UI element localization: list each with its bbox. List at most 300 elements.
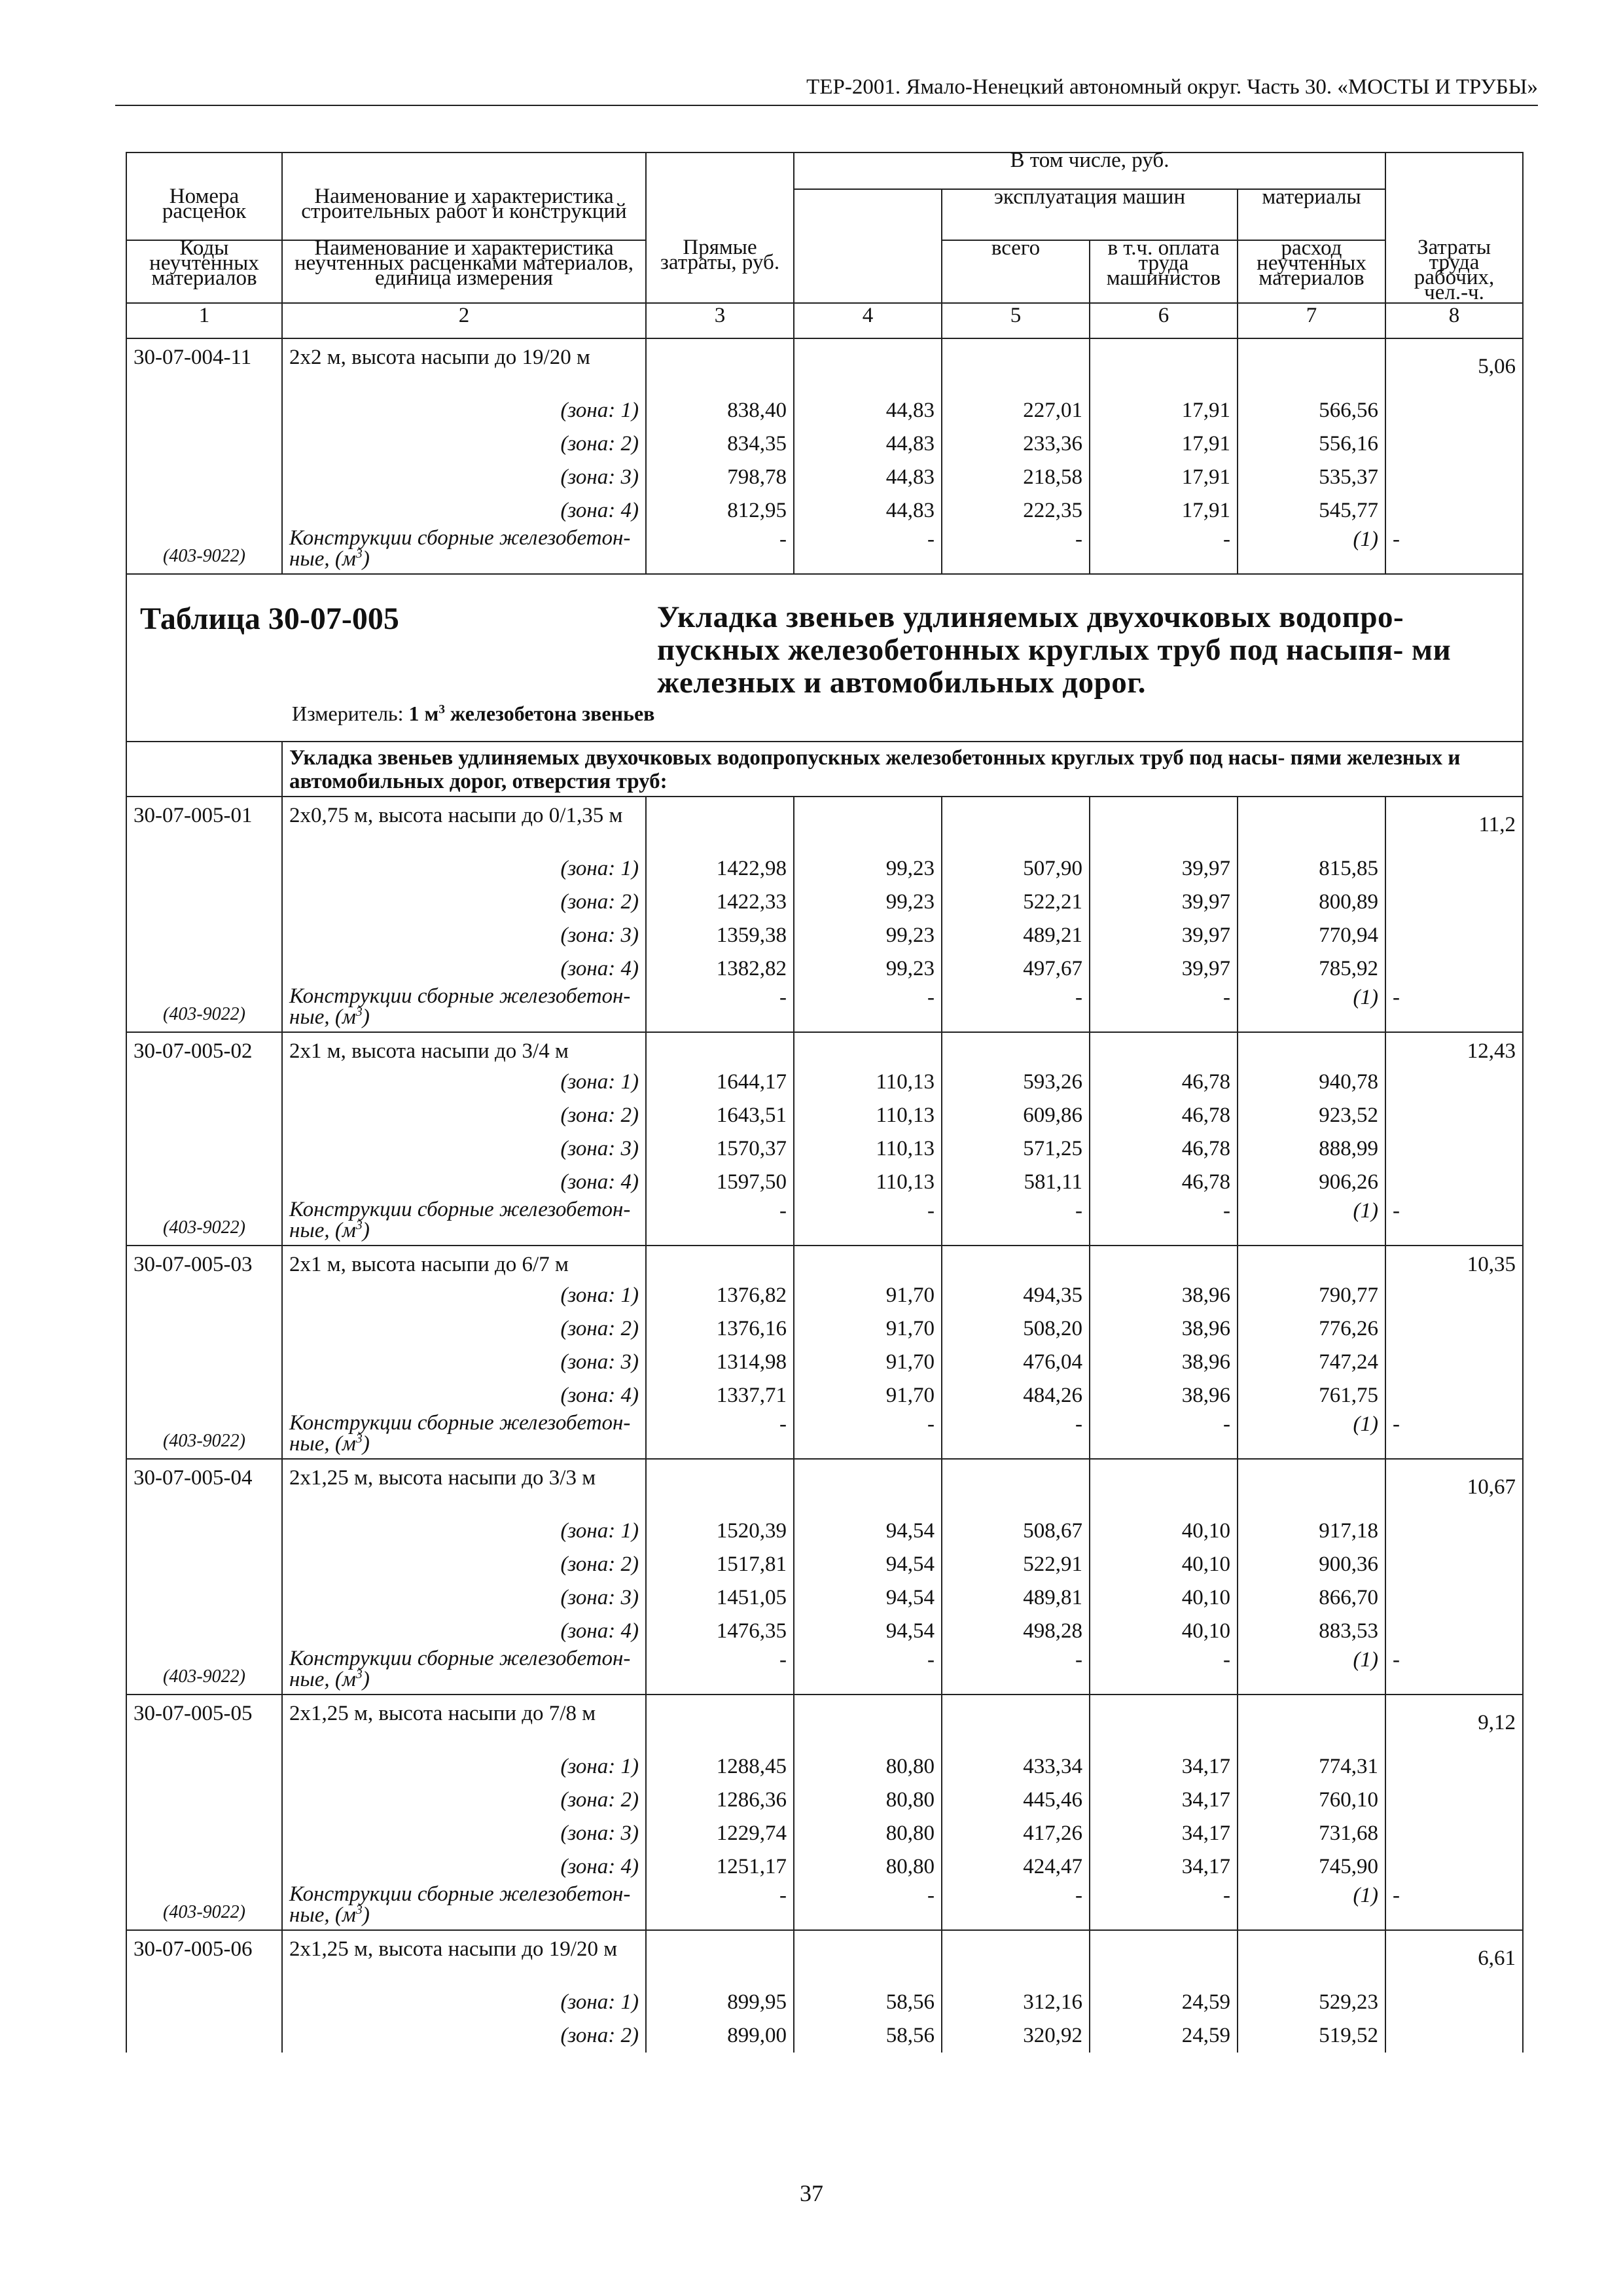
- zone-value: 110,13: [794, 1099, 942, 1132]
- material-dash: -: [1090, 1199, 1238, 1246]
- zone-value: 1597,50: [646, 1166, 794, 1199]
- material-name: [282, 1884, 646, 1930]
- zone-row: [126, 1548, 1523, 1581]
- rate-code: 30-07-004-11: [126, 338, 282, 528]
- material-name-sup: 3: [355, 1005, 363, 1019]
- rates-table: [126, 149, 1524, 2053]
- zone-value: 1376,16: [646, 1312, 794, 1346]
- labor-cost: 11,2: [1385, 797, 1523, 986]
- material-name: [282, 1648, 646, 1695]
- zone-value: 508,67: [942, 1515, 1090, 1548]
- material-name-b: ные, (м: [289, 1668, 356, 1691]
- zone-row: [126, 394, 1523, 427]
- zone-value: 99,23: [794, 852, 942, 886]
- zone-value: 40,10: [1090, 1548, 1238, 1581]
- zone-label: (зона: 4): [282, 1166, 646, 1199]
- material-name-b: ные, (м: [289, 1219, 356, 1242]
- zone-value: 1517,81: [646, 1548, 794, 1581]
- zone-row: [126, 886, 1523, 919]
- material-name-sup: 3: [355, 1903, 363, 1917]
- zone-value: 39,97: [1090, 952, 1238, 986]
- zone-value: 1643,51: [646, 1099, 794, 1132]
- page-number: 37: [800, 2180, 823, 2206]
- material-name-b: ные, (м: [289, 1005, 356, 1029]
- zone-value: 519,52: [1238, 2019, 1385, 2053]
- col-number: 2: [282, 303, 646, 338]
- rate-name: 2х1 м, высота насыпи до 3/4 м: [282, 1032, 646, 1066]
- zone-value: 94,54: [794, 1581, 942, 1615]
- material-name-b: ные, (м: [289, 1432, 356, 1456]
- material-code: (403-9022): [126, 528, 282, 574]
- zone-value: 39,97: [1090, 852, 1238, 886]
- material-qty: (1): [1238, 1884, 1385, 1930]
- material-dash: -: [1385, 1412, 1523, 1459]
- table-title: Укладка звеньев удлиняемых двухочковых водопро- пускных железобетонных круглых труб под насыпя- ми железных и автомобильных дорог.: [657, 600, 1452, 700]
- zone-value: 571,25: [942, 1132, 1090, 1166]
- zone-label: (зона: 3): [282, 919, 646, 952]
- material-dash: -: [646, 1199, 794, 1246]
- zone-value: 44,83: [794, 394, 942, 427]
- zone-row: [126, 1312, 1523, 1346]
- zone-label: (зона: 3): [282, 461, 646, 494]
- zone-label: (зона: 1): [282, 394, 646, 427]
- zone-value: 593,26: [942, 1066, 1090, 1099]
- zone-value: 91,70: [794, 1279, 942, 1312]
- labor-cost: 10,67: [1385, 1459, 1523, 1648]
- material-name-b: ные, (м: [289, 1903, 356, 1927]
- material-dash: -: [942, 528, 1090, 574]
- zone-value: 790,77: [1238, 1279, 1385, 1312]
- header-incl-wages-mach: в т.ч. оплата труда машинистов: [1090, 240, 1238, 303]
- material-qty: (1): [1238, 1199, 1385, 1246]
- zone-value: 94,54: [794, 1615, 942, 1648]
- header-rate-no: Номера расценок: [126, 189, 282, 240]
- material-dash: -: [794, 1412, 942, 1459]
- material-dash: -: [942, 1199, 1090, 1246]
- material-name: [282, 986, 646, 1032]
- material-dash: -: [942, 1648, 1090, 1695]
- zone-value: 883,53: [1238, 1615, 1385, 1648]
- zone-row: [126, 1515, 1523, 1548]
- zone-value: 58,56: [794, 2019, 942, 2053]
- zone-value: 1520,39: [646, 1515, 794, 1548]
- material-dash: -: [794, 986, 942, 1032]
- zone-value: 535,37: [1238, 461, 1385, 494]
- zone-value: 812,95: [646, 494, 794, 528]
- zone-value: 529,23: [1238, 1986, 1385, 2019]
- material-name-a: Конструкции сборные железобетон-: [289, 1882, 631, 1906]
- material-row: [126, 1648, 1523, 1695]
- meter-sup: 3: [438, 702, 445, 717]
- rate-code: 30-07-005-02: [126, 1032, 282, 1199]
- zone-row: [126, 427, 1523, 461]
- zone-label: (зона: 4): [282, 1379, 646, 1412]
- zone-value: 40,10: [1090, 1581, 1238, 1615]
- material-dash: -: [1385, 528, 1523, 574]
- column-numbers-row: [126, 303, 1523, 338]
- header-incl: В том числе, руб.: [794, 152, 1385, 189]
- zone-value: 94,54: [794, 1515, 942, 1548]
- zone-value: 484,26: [942, 1379, 1090, 1412]
- zone-value: 99,23: [794, 919, 942, 952]
- zone-value: 1570,37: [646, 1132, 794, 1166]
- material-qty: (1): [1238, 528, 1385, 574]
- zone-label: (зона: 1): [282, 1279, 646, 1312]
- labor-cost: 10,35: [1385, 1246, 1523, 1412]
- zone-label: (зона: 3): [282, 1346, 646, 1379]
- material-row: [126, 1412, 1523, 1459]
- zone-row: [126, 461, 1523, 494]
- zone-row: [126, 1099, 1523, 1132]
- material-code: (403-9022): [126, 1199, 282, 1246]
- col-number: 8: [1385, 303, 1523, 338]
- zone-row: [126, 1166, 1523, 1199]
- zone-value: 38,96: [1090, 1312, 1238, 1346]
- zone-value: 866,70: [1238, 1581, 1385, 1615]
- material-name: [282, 528, 646, 574]
- material-name-c: ): [362, 547, 370, 571]
- zone-value: 923,52: [1238, 1099, 1385, 1132]
- rate-name: 2х1,25 м, высота насыпи до 19/20 м: [282, 1930, 646, 1986]
- rate-code: 30-07-005-01: [126, 797, 282, 986]
- zone-value: 940,78: [1238, 1066, 1385, 1099]
- rate-row: [126, 1695, 1523, 1750]
- page-header: [115, 72, 1538, 106]
- rate-name: 2х2 м, высота насыпи до 19/20 м: [282, 338, 646, 394]
- zone-value: 34,17: [1090, 1750, 1238, 1784]
- material-dash: -: [1385, 1884, 1523, 1930]
- zone-value: 58,56: [794, 1986, 942, 2019]
- material-name-a: Конструкции сборные железобетон-: [289, 526, 631, 550]
- zone-value: 761,75: [1238, 1379, 1385, 1412]
- material-name-b: ные, (м: [289, 547, 356, 571]
- zone-label: (зона: 4): [282, 1850, 646, 1884]
- rate-row: [126, 1930, 1523, 1986]
- zone-value: 917,18: [1238, 1515, 1385, 1548]
- zone-value: 731,68: [1238, 1817, 1385, 1850]
- material-name-sup: 3: [355, 1218, 363, 1232]
- zone-value: 80,80: [794, 1784, 942, 1817]
- zone-value: 1288,45: [646, 1750, 794, 1784]
- material-dash: -: [794, 1884, 942, 1930]
- zone-value: 899,95: [646, 1986, 794, 2019]
- zone-value: 227,01: [942, 394, 1090, 427]
- material-row: [126, 986, 1523, 1032]
- material-dash: -: [1090, 1648, 1238, 1695]
- zone-row: [126, 1346, 1523, 1379]
- header-machines: эксплуатация машин: [942, 189, 1238, 240]
- zone-value: 556,16: [1238, 427, 1385, 461]
- zone-row: [126, 1784, 1523, 1817]
- labor-cost: 12,43: [1385, 1032, 1523, 1199]
- zone-value: 17,91: [1090, 427, 1238, 461]
- zone-value: 760,10: [1238, 1784, 1385, 1817]
- zone-value: 44,83: [794, 494, 942, 528]
- zone-label: (зона: 1): [282, 1066, 646, 1099]
- zone-value: 899,00: [646, 2019, 794, 2053]
- material-dash: -: [646, 1648, 794, 1695]
- zone-value: 80,80: [794, 1750, 942, 1784]
- zone-value: 417,26: [942, 1817, 1090, 1850]
- zone-value: 44,83: [794, 461, 942, 494]
- material-dash: -: [646, 528, 794, 574]
- material-name-c: ): [362, 1005, 370, 1029]
- zone-value: 91,70: [794, 1346, 942, 1379]
- zone-label: (зона: 2): [282, 886, 646, 919]
- zone-value: 24,59: [1090, 2019, 1238, 2053]
- zone-value: 566,56: [1238, 394, 1385, 427]
- material-dash: -: [794, 528, 942, 574]
- col-number: 5: [942, 303, 1090, 338]
- zone-value: 1229,74: [646, 1817, 794, 1850]
- zone-label: (зона: 2): [282, 1312, 646, 1346]
- header-mat-names: Наименование и характеристика неучтенных расценками материалов, единица измерения: [282, 240, 646, 303]
- material-dash: -: [1090, 1412, 1238, 1459]
- material-row: [126, 528, 1523, 574]
- zone-value: 906,26: [1238, 1166, 1385, 1199]
- zone-value: 1251,17: [646, 1850, 794, 1884]
- material-name-c: ): [362, 1432, 370, 1456]
- zone-value: 834,35: [646, 427, 794, 461]
- zone-value: 110,13: [794, 1166, 942, 1199]
- table-title-block: [126, 574, 1523, 742]
- zone-label: (зона: 2): [282, 2019, 646, 2053]
- rate-code: 30-07-005-05: [126, 1695, 282, 1884]
- rate-row: [126, 797, 1523, 852]
- zone-value: 445,46: [942, 1784, 1090, 1817]
- material-dash: -: [942, 1412, 1090, 1459]
- zone-value: 838,40: [646, 394, 794, 427]
- table-label: Таблица 30-07-005: [140, 601, 399, 636]
- material-name: [282, 1199, 646, 1246]
- zone-value: 91,70: [794, 1379, 942, 1412]
- zone-value: 38,96: [1090, 1379, 1238, 1412]
- material-dash: -: [646, 1884, 794, 1930]
- zone-value: 522,21: [942, 886, 1090, 919]
- material-row: [126, 1884, 1523, 1930]
- zone-value: 46,78: [1090, 1132, 1238, 1166]
- material-name-c: ): [362, 1903, 370, 1927]
- meter-unit: 1 м: [408, 702, 439, 725]
- zone-row: [126, 1750, 1523, 1784]
- zone-row: [126, 494, 1523, 528]
- zone-value: 424,47: [942, 1850, 1090, 1884]
- meter-desc: железобетона звеньев: [444, 702, 655, 725]
- zone-row: [126, 2019, 1523, 2053]
- material-dash: -: [646, 986, 794, 1032]
- material-name-a: Конструкции сборные железобетон-: [289, 984, 631, 1008]
- zone-value: 1286,36: [646, 1784, 794, 1817]
- material-name-sup: 3: [355, 547, 363, 561]
- material-dash: -: [1385, 1199, 1523, 1246]
- zone-value: 800,89: [1238, 886, 1385, 919]
- zone-row: [126, 1615, 1523, 1648]
- zone-value: 1337,71: [646, 1379, 794, 1412]
- zone-row: [126, 1817, 1523, 1850]
- rate-name: 2х0,75 м, высота насыпи до 0/1,35 м: [282, 797, 646, 852]
- header-total: всего: [942, 240, 1090, 303]
- zone-value: 507,90: [942, 852, 1090, 886]
- table-meter: [292, 702, 1516, 726]
- zone-value: 40,10: [1090, 1515, 1238, 1548]
- material-code: (403-9022): [126, 1648, 282, 1695]
- zone-value: 774,31: [1238, 1750, 1385, 1784]
- zone-value: 24,59: [1090, 1986, 1238, 2019]
- rate-row: [126, 1246, 1523, 1279]
- zone-value: 46,78: [1090, 1099, 1238, 1132]
- material-qty: (1): [1238, 1412, 1385, 1459]
- zone-value: 498,28: [942, 1615, 1090, 1648]
- zone-value: 1476,35: [646, 1615, 794, 1648]
- zone-value: 39,97: [1090, 886, 1238, 919]
- rate-row: [126, 1459, 1523, 1515]
- zone-label: (зона: 2): [282, 1784, 646, 1817]
- zone-label: (зона: 4): [282, 494, 646, 528]
- zone-value: 17,91: [1090, 394, 1238, 427]
- meter-prefix: Измеритель:: [292, 702, 409, 725]
- zone-value: 94,54: [794, 1548, 942, 1581]
- zone-value: 1422,98: [646, 852, 794, 886]
- zone-value: 497,67: [942, 952, 1090, 986]
- zone-value: 17,91: [1090, 461, 1238, 494]
- zone-value: 233,36: [942, 427, 1090, 461]
- zone-value: 1376,82: [646, 1279, 794, 1312]
- zone-value: 34,17: [1090, 1850, 1238, 1884]
- zone-value: 494,35: [942, 1279, 1090, 1312]
- zone-value: 218,58: [942, 461, 1090, 494]
- zone-label: (зона: 4): [282, 952, 646, 986]
- header-labor: Затраты труда рабочих, чел.-ч.: [1385, 240, 1523, 303]
- material-dash: -: [1090, 986, 1238, 1032]
- labor-cost: 5,06: [1385, 338, 1523, 528]
- header-work-name: Наименование и характеристика строительных работ и конструкций: [282, 189, 646, 240]
- zone-value: 38,96: [1090, 1346, 1238, 1379]
- zone-value: 747,24: [1238, 1346, 1385, 1379]
- material-name-c: ): [362, 1668, 370, 1691]
- zone-value: 80,80: [794, 1850, 942, 1884]
- material-dash: -: [794, 1199, 942, 1246]
- zone-value: 815,85: [1238, 852, 1385, 886]
- zone-value: 39,97: [1090, 919, 1238, 952]
- table-subtitle: Укладка звеньев удлиняемых двухочковых водопропускных железобетонных круглых труб под насы- пями железных и автомобильных дорог, отверстия труб:: [282, 742, 1523, 797]
- material-dash: -: [1385, 986, 1523, 1032]
- zone-value: 46,78: [1090, 1066, 1238, 1099]
- zone-value: 1644,17: [646, 1066, 794, 1099]
- zone-value: 433,34: [942, 1750, 1090, 1784]
- zone-value: 489,21: [942, 919, 1090, 952]
- header-mat-codes: Коды неучтенных материалов: [126, 240, 282, 303]
- material-dash: -: [646, 1412, 794, 1459]
- material-dash: -: [942, 986, 1090, 1032]
- zone-value: 900,36: [1238, 1548, 1385, 1581]
- zone-label: (зона: 2): [282, 1099, 646, 1132]
- zone-value: 745,90: [1238, 1850, 1385, 1884]
- rate-code: 30-07-005-06: [126, 1930, 282, 2053]
- zone-row: [126, 952, 1523, 986]
- material-code: (403-9022): [126, 1884, 282, 1930]
- material-dash: -: [1385, 1648, 1523, 1695]
- material-name-c: ): [362, 1219, 370, 1242]
- rate-name: 2х1,25 м, высота насыпи до 7/8 м: [282, 1695, 646, 1750]
- material-qty: (1): [1238, 1648, 1385, 1695]
- zone-value: 888,99: [1238, 1132, 1385, 1166]
- zone-value: 17,91: [1090, 494, 1238, 528]
- zone-value: 91,70: [794, 1312, 942, 1346]
- zone-row: [126, 1986, 1523, 2019]
- material-dash: -: [942, 1884, 1090, 1930]
- zone-label: (зона: 1): [282, 1986, 646, 2019]
- material-dash: -: [1090, 528, 1238, 574]
- zone-value: 1359,38: [646, 919, 794, 952]
- page-header-text: ТЕР-2001. Ямало-Ненецкий автономный округ. Часть 30. «МОСТЫ И ТРУБЫ»: [806, 75, 1538, 99]
- zone-value: 38,96: [1090, 1279, 1238, 1312]
- header-direct: Прямые затраты, руб.: [646, 240, 794, 303]
- labor-cost: 6,61: [1385, 1930, 1523, 2053]
- material-name-a: Конструкции сборные железобетон-: [289, 1198, 631, 1221]
- material-row: [126, 1199, 1523, 1246]
- material-code: (403-9022): [126, 986, 282, 1032]
- zone-label: (зона: 4): [282, 1615, 646, 1648]
- zone-value: 776,26: [1238, 1312, 1385, 1346]
- zone-value: 222,35: [942, 494, 1090, 528]
- zone-value: 320,92: [942, 2019, 1090, 2053]
- zone-value: 99,23: [794, 886, 942, 919]
- zone-value: 476,04: [942, 1346, 1090, 1379]
- material-qty: (1): [1238, 986, 1385, 1032]
- material-name: [282, 1412, 646, 1459]
- zone-label: (зона: 2): [282, 427, 646, 461]
- zone-value: 312,16: [942, 1986, 1090, 2019]
- zone-label: (зона: 1): [282, 1515, 646, 1548]
- zone-value: 110,13: [794, 1132, 942, 1166]
- col-number: 1: [126, 303, 282, 338]
- rate-code: 30-07-005-04: [126, 1459, 282, 1648]
- zone-value: 798,78: [646, 461, 794, 494]
- rate-name: 2х1 м, высота насыпи до 6/7 м: [282, 1246, 646, 1279]
- material-dash: -: [1090, 1884, 1238, 1930]
- col-number: 3: [646, 303, 794, 338]
- material-code: (403-9022): [126, 1412, 282, 1459]
- zone-value: 46,78: [1090, 1166, 1238, 1199]
- zone-row: [126, 1132, 1523, 1166]
- header-materials: материалы: [1238, 189, 1385, 240]
- col-number: 4: [794, 303, 942, 338]
- rate-row: [126, 1032, 1523, 1066]
- zone-value: 581,11: [942, 1166, 1090, 1199]
- zone-value: 489,81: [942, 1581, 1090, 1615]
- zone-row: [126, 1379, 1523, 1412]
- zone-value: 99,23: [794, 952, 942, 986]
- rate-row: [126, 338, 1523, 394]
- zone-label: (зона: 3): [282, 1581, 646, 1615]
- zone-label: (зона: 3): [282, 1817, 646, 1850]
- material-name-a: Конструкции сборные железобетон-: [289, 1411, 631, 1435]
- zone-value: 785,92: [1238, 952, 1385, 986]
- labor-cost: 9,12: [1385, 1695, 1523, 1884]
- rate-name: 2х1,25 м, высота насыпи до 3/3 м: [282, 1459, 646, 1515]
- zone-row: [126, 1850, 1523, 1884]
- col-number: 6: [1090, 303, 1238, 338]
- zone-value: 522,91: [942, 1548, 1090, 1581]
- zone-value: 40,10: [1090, 1615, 1238, 1648]
- zone-value: 1422,33: [646, 886, 794, 919]
- zone-value: 609,86: [942, 1099, 1090, 1132]
- zone-row: [126, 1581, 1523, 1615]
- zone-row: [126, 852, 1523, 886]
- zone-row: [126, 919, 1523, 952]
- zone-value: 44,83: [794, 427, 942, 461]
- zone-value: 1451,05: [646, 1581, 794, 1615]
